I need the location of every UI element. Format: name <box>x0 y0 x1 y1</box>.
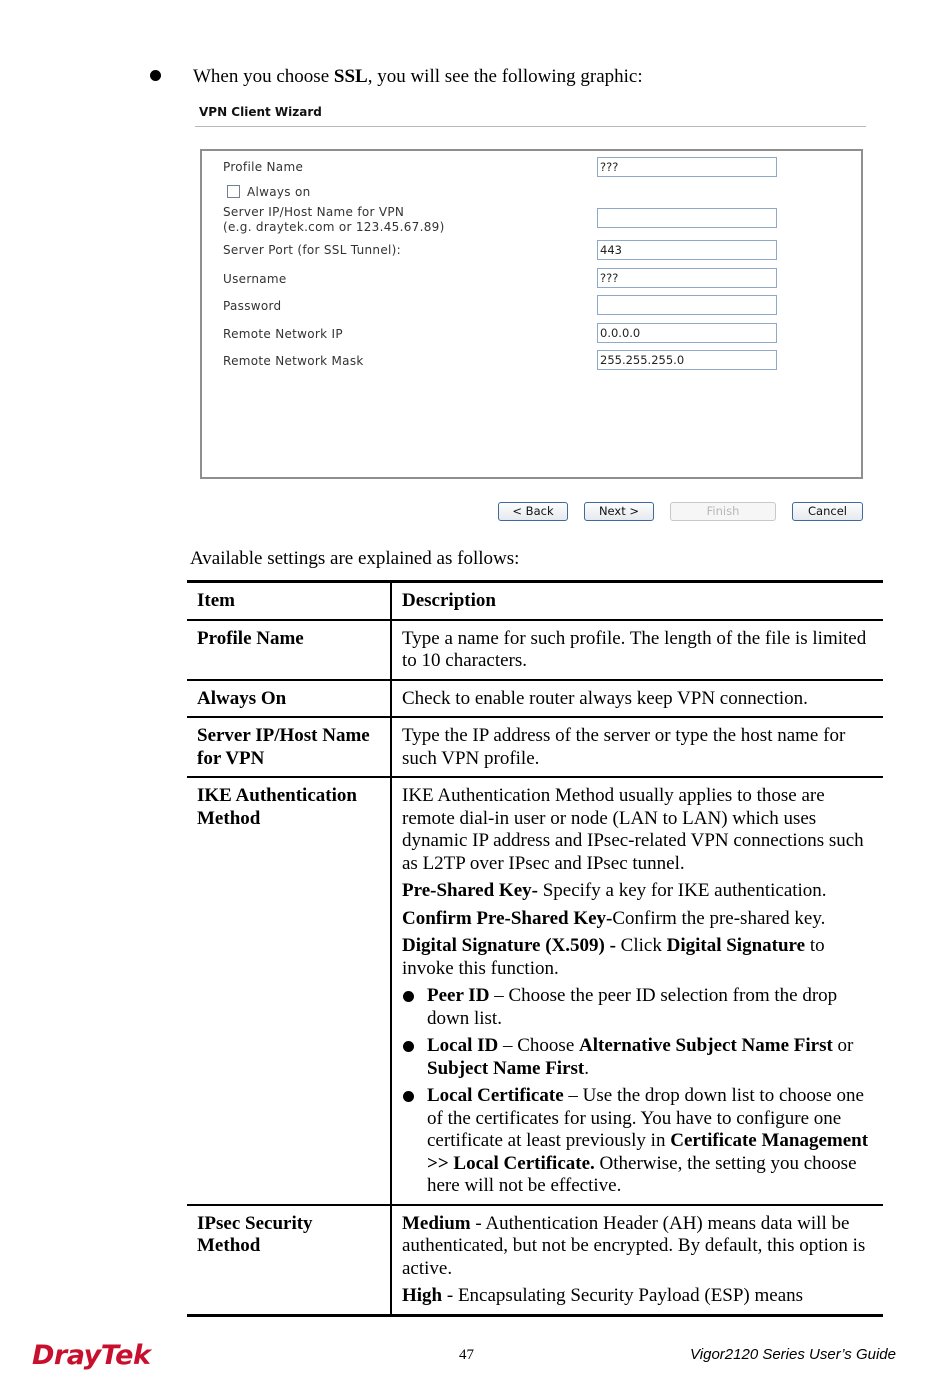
local-certificate-bullet: Local Certificate – Use the drop down list to choose one of the certificates for using. You have to configure one certificate at least previously in Certificate Management >> Local Certificate. Otherwise, the setting you choose here will not be effective. <box>402 1085 873 1198</box>
back-button[interactable]: < Back <box>498 502 568 521</box>
page-number: 47 <box>459 1347 474 1363</box>
row-description <box>391 1205 883 1316</box>
table-row <box>187 777 883 1205</box>
always-on-label: Always on <box>247 185 311 199</box>
remote-mask-label: Remote Network Mask <box>223 354 364 368</box>
server-host-hint: (e.g. draytek.com or 123.45.67.89) <box>223 220 445 234</box>
table-header-row <box>187 582 883 620</box>
intro-bullet: When you choose SSL, you will see the following graphic: <box>150 66 643 88</box>
high-desc: High - Encapsulating Security Payload (ESP) means <box>402 1285 804 1306</box>
settings-table <box>187 580 883 1317</box>
ike-desc: IKE Authentication Method usually applies to those are remote dial-in user or node (LAN to LAN) which uses dynamic IP address and IPsec-related VPN connections such as L2TP over IPsec and IPsec tunnel. <box>402 785 864 874</box>
digital-signature-desc: Digital Signature (X.509) - Click Digital Signature to invoke this function. <box>402 935 825 979</box>
password-input[interactable] <box>597 295 777 315</box>
wizard-panel <box>200 149 863 479</box>
table-row <box>187 680 883 718</box>
table-row <box>187 717 883 777</box>
username-label: Username <box>223 272 287 286</box>
password-label: Password <box>223 299 282 313</box>
server-port-label: Server Port (for SSL Tunnel): <box>223 243 401 257</box>
medium-desc: Medium - Authentication Header (AH) means data will be authenticated, but not be encrypted. By default, this option is active. <box>402 1212 866 1279</box>
row-item: IPsec Security Method <box>187 1205 391 1316</box>
server-port-input[interactable]: 443 <box>597 240 777 260</box>
bullet-icon <box>150 70 161 81</box>
server-host-input[interactable] <box>597 208 777 228</box>
local-id-bullet: Local ID – Choose Alternative Subject Name First or Subject Name First. <box>402 1035 873 1080</box>
cancel-button[interactable]: Cancel <box>792 502 863 521</box>
wizard-divider <box>195 126 866 127</box>
bullet-icon <box>403 1091 414 1102</box>
profile-name-input[interactable]: ??? <box>597 157 777 177</box>
row-item: IKE Authentication Method <box>187 777 391 1205</box>
remote-ip-label: Remote Network IP <box>223 327 343 341</box>
pre-shared-key-desc: Pre-Shared Key- Specify a key for IKE authentication. <box>402 880 827 901</box>
row-description: Type a name for such profile. The length of the file is limited to 10 characters. <box>391 620 883 680</box>
wizard-title: VPN Client Wizard <box>199 105 322 119</box>
row-description: Type the IP address of the server or type the host name for such VPN profile. <box>391 717 883 777</box>
bullet-icon <box>403 991 414 1002</box>
settings-intro: Available settings are explained as follows: <box>190 548 520 569</box>
row-item: Profile Name <box>187 620 391 680</box>
server-host-label: Server IP/Host Name for VPN <box>223 205 405 219</box>
vpn-client-wizard-screenshot <box>195 100 870 530</box>
remote-ip-input[interactable]: 0.0.0.0 <box>597 323 777 343</box>
guide-title: Vigor2120 Series User’s Guide <box>690 1346 896 1363</box>
username-input[interactable]: ??? <box>597 268 777 288</box>
row-item: Server IP/Host Name for VPN <box>187 717 391 777</box>
remote-mask-input[interactable]: 255.255.255.0 <box>597 350 777 370</box>
header-item: Item <box>187 582 391 620</box>
draytek-logo: DrayTek <box>32 1340 151 1371</box>
bullet-icon <box>403 1041 414 1052</box>
row-description <box>391 777 883 1205</box>
confirm-key-desc: Confirm Pre-Shared Key-Confirm the pre-shared key. <box>402 907 826 929</box>
profile-name-label: Profile Name <box>223 160 304 174</box>
row-description: Check to enable router always keep VPN connection. <box>391 680 883 718</box>
finish-button[interactable]: Finish <box>670 502 776 521</box>
next-button[interactable]: Next > <box>584 502 654 521</box>
table-row <box>187 1205 883 1316</box>
table-row <box>187 620 883 680</box>
row-item: Always On <box>187 680 391 718</box>
peer-id-bullet: Peer ID – Choose the peer ID selection from the drop down list. <box>402 985 873 1030</box>
always-on-checkbox[interactable] <box>227 185 240 198</box>
header-description: Description <box>391 582 883 620</box>
